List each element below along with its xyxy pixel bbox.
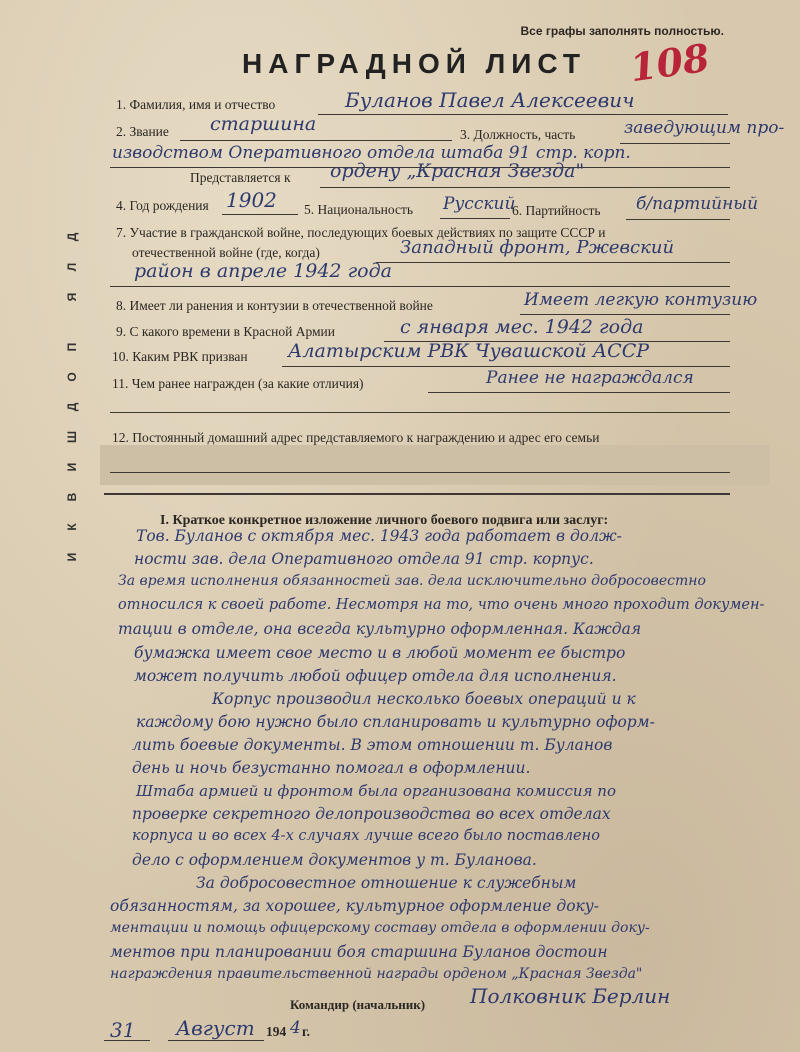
story-line-20: награждения правительственной награды орденом „Красная Звезда" — [110, 966, 643, 982]
story-line-13: проверке секретного делопроизводства во всех отделах — [132, 805, 611, 823]
story-line-4: относился к своей работе. Несмотря на то, что очень много проходит докумен- — [118, 597, 765, 613]
f2-line — [180, 140, 452, 141]
story-line-18: ментации и помощь офицерскому составу отдела в оформлении доку- — [110, 920, 650, 936]
f9-value: с января мес. 1942 года — [400, 316, 644, 338]
story-line-15: дело с оформлением документов у т. Буланова. — [132, 851, 537, 869]
story-line-6: бумажка имеет свое место и в любой момент ее быстро — [134, 644, 626, 662]
story-line-11: день и ночь безустанно помогал в оформлении. — [132, 759, 531, 777]
f5-line — [440, 218, 510, 219]
f7-value-2: район в апреле 1942 года — [134, 260, 392, 282]
f3-line-1 — [620, 143, 730, 144]
redacted-address-area — [100, 445, 770, 485]
f6-value: б/партийный — [636, 194, 759, 214]
f8-value: Имеет легкую контузию — [524, 290, 758, 310]
story-line-16: За добросовестное отношение к служебным — [196, 874, 577, 892]
f1-value: Буланов Павел Алексеевич — [345, 88, 635, 112]
f4-value: 1902 — [226, 188, 277, 212]
f10-label: 10. Каким РВК призван — [112, 349, 248, 364]
f9-label: 9. С какого времени в Красной Армии — [116, 324, 335, 339]
story-line-9: каждому бою нужно было спланировать и культурно оформ- — [136, 713, 655, 731]
f6-label: 6. Партийность — [512, 203, 601, 218]
f6-line — [626, 219, 730, 220]
story-line-1: Тов. Буланов с октября мес. 1943 года работает в долж- — [136, 527, 622, 545]
f1-line — [318, 114, 728, 115]
story-line-3: За время исполнения обязанностей зав. дела исключительно добросовестно — [118, 573, 706, 589]
f7-value-1: Западный фронт, Ржевский — [400, 237, 675, 258]
f5-value: Русский — [443, 194, 516, 214]
date-month: Август — [176, 1016, 255, 1040]
date-year-digit: 4 — [290, 1018, 301, 1038]
date-day: 31 — [110, 1018, 136, 1042]
date-suffix: г. — [302, 1024, 310, 1039]
f7-label-2: отечественной войне (где, когда) — [132, 245, 320, 260]
header-note: Все графы заполнять полностью. — [520, 24, 724, 38]
f7-label-1: 7. Участие в гражданской войне, последующих боевых действиях по защите СССР и — [116, 225, 606, 240]
f2-value: старшина — [210, 113, 317, 135]
presented-label: Представляется к — [190, 170, 291, 185]
f11-line-2 — [110, 412, 730, 413]
story-line-8: Корпус производил несколько боевых операций и к — [212, 690, 636, 708]
f8-label: 8. Имеет ли ранения и контузии в отечественной войне — [116, 298, 433, 313]
story-line-17: обязанностям, за хорошее, культурное оформление доку- — [110, 897, 600, 915]
f4-line — [222, 214, 298, 215]
commander-label: Командир (начальник) — [290, 997, 426, 1012]
page-title: НАГРАДНОЙ ЛИСТ — [242, 48, 587, 79]
story-line-5: тации в отделе, она всегда культурно оформленная. Каждая — [118, 620, 642, 638]
f12-label: 12. Постоянный домашний адрес представляемого к награждению и адрес его семьи — [112, 430, 600, 445]
section-heading: I. Краткое конкретное изложение личного боевого подвига или заслуг: — [160, 513, 609, 528]
f11-line-1 — [428, 392, 730, 393]
presented-line — [320, 187, 730, 188]
f3-value-2: изводством Оперативного отдела штаба 91 стр. корп. — [112, 143, 631, 163]
f3-label: 3. Должность, часть — [460, 127, 576, 142]
f7-line-1 — [376, 262, 730, 263]
f10-value: Алатырским РВК Чувашской АССР — [288, 340, 650, 362]
presented-value: ордену „Красная Звезда" — [330, 160, 585, 182]
date-month-line — [168, 1040, 264, 1041]
side-margin-text: Д Л Я П О Д Ш И В К И — [65, 232, 79, 562]
f7-line-2 — [110, 286, 730, 287]
f4-label: 4. Год рождения — [116, 198, 209, 213]
f1-label: 1. Фамилия, имя и отчество — [116, 97, 276, 112]
f5-label: 5. Национальность — [304, 202, 414, 217]
story-line-10: лить боевые документы. В этом отношении т. Буланов — [132, 736, 613, 754]
date-day-line — [104, 1040, 150, 1041]
story-line-19: ментов при планировании боя старшина Буланов достоин — [110, 943, 608, 961]
f12-line-1 — [110, 472, 730, 473]
f10-line — [282, 366, 730, 367]
f8-line — [520, 314, 730, 315]
story-line-7: может получить любой офицер отдела для исполнения. — [134, 667, 617, 685]
f11-value: Ранее не награждался — [486, 368, 694, 388]
story-line-2: ности зав. дела Оперативного отдела 91 стр. корпус. — [134, 550, 594, 568]
section-divider — [104, 493, 730, 495]
commander-signature: Полковник Берлин — [470, 984, 671, 1008]
f2-label: 2. Звание — [116, 124, 169, 139]
story-line-12: Штаба армией и фронтом была организована комиссия по — [136, 782, 616, 800]
f3-value-1: заведующим про- — [624, 118, 785, 138]
red-number-mark: 108 — [627, 34, 713, 91]
story-line-14: корпуса и во всех 4-х случаях лучше всего было поставлено — [132, 828, 600, 844]
date-year-prefix: 194 — [266, 1024, 287, 1039]
f11-label: 11. Чем ранее награжден (за какие отличия) — [112, 376, 364, 391]
